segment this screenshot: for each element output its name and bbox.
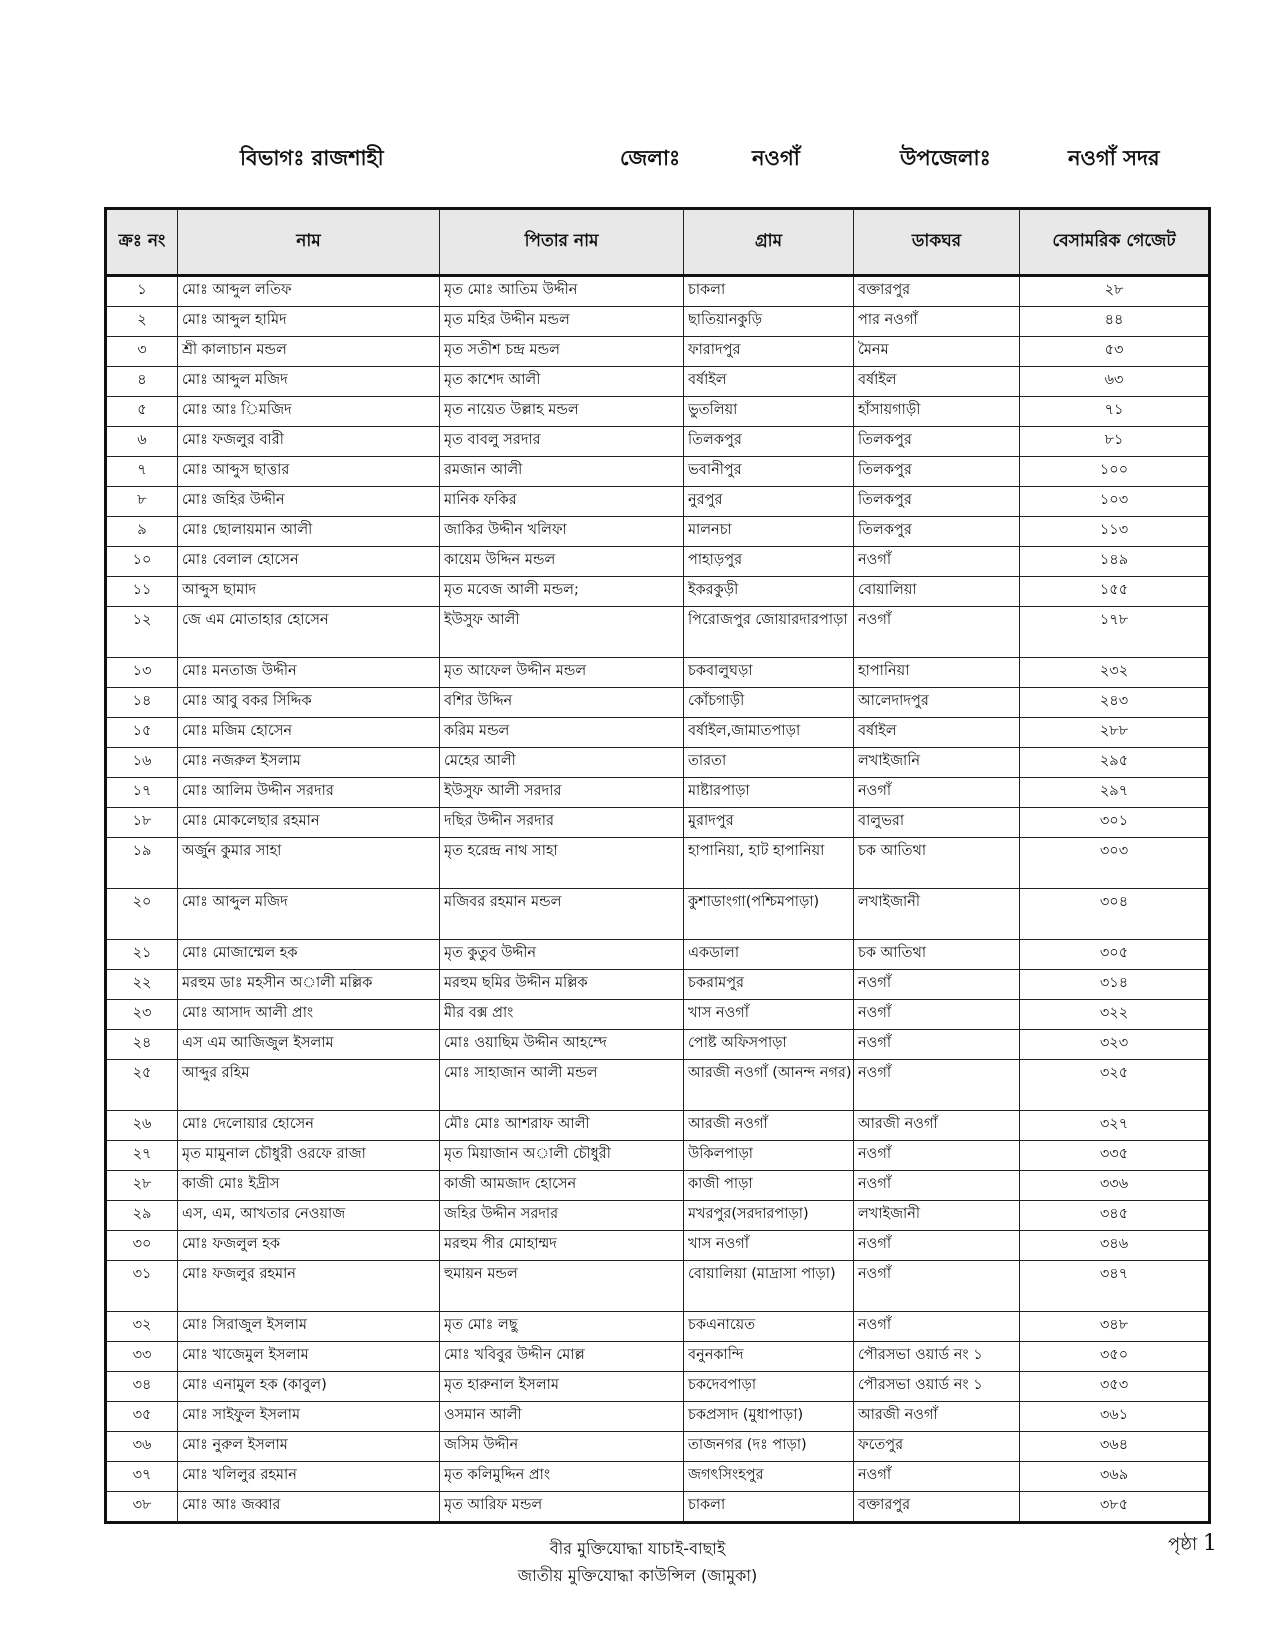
cell-post-office: নওগাঁ	[854, 1060, 1020, 1111]
cell-serial: ২৬	[106, 1111, 178, 1141]
cell-serial: ৩১	[106, 1261, 178, 1312]
cell-post-office: আরজী নওগাঁ	[854, 1402, 1020, 1432]
cell-father-name: মৃত মবেজ আলী মন্ডল;	[440, 577, 684, 607]
cell-gazette: ২৮	[1020, 276, 1210, 307]
cell-post-office: পৌরসভা ওয়ার্ড নং ১	[854, 1342, 1020, 1372]
cell-father-name: মৃত মোঃ লছু	[440, 1312, 684, 1342]
cell-serial: ১৬	[106, 748, 178, 778]
cell-name: মোঃ আব্দুল লতিফ	[178, 276, 440, 307]
cell-gazette: ১৭৮	[1020, 607, 1210, 658]
cell-post-office: বোয়ালিয়া	[854, 577, 1020, 607]
col-header-father-name: পিতার নাম	[440, 209, 684, 276]
cell-serial: ৯	[106, 517, 178, 547]
table-row	[106, 970, 1210, 1000]
table-row	[106, 838, 1210, 889]
cell-serial: ৩৩	[106, 1342, 178, 1372]
cell-father-name: মানিক ফকির	[440, 487, 684, 517]
cell-father-name: মৃত হরেন্দ্র নাথ সাহা	[440, 838, 684, 889]
cell-serial: ২১	[106, 940, 178, 970]
cell-post-office: বর্ষাইল	[854, 367, 1020, 397]
freedom-fighter-table	[104, 207, 1211, 1524]
cell-village: ভুতলিয়া	[684, 397, 854, 427]
table-row	[106, 889, 1210, 940]
col-header-serial: ক্রঃ নং	[106, 209, 178, 276]
cell-village: একডালা	[684, 940, 854, 970]
table-row	[106, 547, 1210, 577]
cell-post-office: নওগাঁ	[854, 607, 1020, 658]
cell-gazette: ৩২৭	[1020, 1111, 1210, 1141]
cell-father-name: মৃত হারুনাল ইসলাম	[440, 1372, 684, 1402]
cell-village: চকবালুঘড়া	[684, 658, 854, 688]
cell-name: মোঃ মনতাজ উদ্দীন	[178, 658, 440, 688]
cell-village: ছাতিয়ানকুড়ি	[684, 307, 854, 337]
table-row	[106, 1432, 1210, 1462]
cell-father-name: ইউসুফ আলী	[440, 607, 684, 658]
cell-post-office: পৌরসভা ওয়ার্ড নং ১	[854, 1372, 1020, 1402]
cell-father-name: কায়েম উদ্দিন মন্ডল	[440, 547, 684, 577]
cell-serial: ৩	[106, 337, 178, 367]
cell-gazette: ১৫৫	[1020, 577, 1210, 607]
cell-gazette: ৩৪৫	[1020, 1201, 1210, 1231]
cell-father-name: মৃত মহির উদ্দীন মন্ডল	[440, 307, 684, 337]
cell-serial: ২৭	[106, 1141, 178, 1171]
cell-village: মুরাদপুর	[684, 808, 854, 838]
cell-father-name: জসিম উদ্দীন	[440, 1432, 684, 1462]
table-row	[106, 457, 1210, 487]
cell-gazette: ৩০১	[1020, 808, 1210, 838]
cell-village: কোঁচগাড়ী	[684, 688, 854, 718]
cell-gazette: ৩০৪	[1020, 889, 1210, 940]
table-row	[106, 940, 1210, 970]
cell-gazette: ৭১	[1020, 397, 1210, 427]
cell-gazette: ১০৩	[1020, 487, 1210, 517]
cell-father-name: মৃত নায়েত উল্লাহ মন্ডল	[440, 397, 684, 427]
cell-village: বর্ষাইল	[684, 367, 854, 397]
cell-gazette: ১০০	[1020, 457, 1210, 487]
cell-serial: ৩৪	[106, 1372, 178, 1402]
table-row	[106, 1312, 1210, 1342]
cell-father-name: ওসমান আলী	[440, 1402, 684, 1432]
cell-father-name: মৌঃ মোঃ আশরাফ আলী	[440, 1111, 684, 1141]
cell-post-office: তিলকপুর	[854, 517, 1020, 547]
cell-post-office: লখাইজানী	[854, 889, 1020, 940]
cell-village: চকরামপুর	[684, 970, 854, 1000]
cell-name: মোঃ এনামুল হক (কাবুল)	[178, 1372, 440, 1402]
cell-serial: ৩৭	[106, 1462, 178, 1492]
cell-post-office: হাঁসায়গাড়ী	[854, 397, 1020, 427]
table-row	[106, 367, 1210, 397]
table-row	[106, 1492, 1210, 1523]
cell-village: মখরপুর(সরদারপাড়া)	[684, 1201, 854, 1231]
table-row	[106, 577, 1210, 607]
cell-village: ফারাদপুর	[684, 337, 854, 367]
cell-village: তিলকপুর	[684, 427, 854, 457]
cell-father-name: রমজান আলী	[440, 457, 684, 487]
cell-serial: ২	[106, 307, 178, 337]
cell-gazette: ২৩২	[1020, 658, 1210, 688]
table-row	[106, 808, 1210, 838]
cell-serial: ৩৮	[106, 1492, 178, 1523]
table-row	[106, 276, 1210, 307]
col-header-civil-gazette: বেসামরিক গেজেট	[1020, 209, 1210, 276]
upazila-value: নওগাঁ সদর	[1068, 146, 1160, 170]
cell-serial: ৩০	[106, 1231, 178, 1261]
table-row	[106, 337, 1210, 367]
cell-village: জগৎসিংহপুর	[684, 1462, 854, 1492]
table-row	[106, 307, 1210, 337]
cell-father-name: মেহের আলী	[440, 748, 684, 778]
cell-serial: ১৭	[106, 778, 178, 808]
cell-father-name: মরহুম পীর মোহাম্মদ	[440, 1231, 684, 1261]
cell-village: তাজনগর (দঃ পাড়া)	[684, 1432, 854, 1462]
cell-name: মোঃ আলিম উদ্দীন সরদার	[178, 778, 440, 808]
cell-name: মোঃ নজরুল ইসলাম	[178, 748, 440, 778]
cell-name: মোঃ সিরাজুল ইসলাম	[178, 1312, 440, 1342]
cell-father-name: মৃত কলিমুদ্দিন প্রাং	[440, 1462, 684, 1492]
cell-serial: ১০	[106, 547, 178, 577]
table-row	[106, 1201, 1210, 1231]
cell-post-office: নওগাঁ	[854, 1141, 1020, 1171]
cell-gazette: ৩৪৬	[1020, 1231, 1210, 1261]
cell-serial: ৪	[106, 367, 178, 397]
cell-village: কুশাডাংগা(পশ্চিমপাড়া)	[684, 889, 854, 940]
cell-gazette: ৩৩৬	[1020, 1171, 1210, 1201]
cell-serial: ৬	[106, 427, 178, 457]
table-row	[106, 1261, 1210, 1312]
table-row	[106, 778, 1210, 808]
cell-name: মোঃ সাইফুল ইসলাম	[178, 1402, 440, 1432]
table-row	[106, 427, 1210, 457]
cell-post-office: নওগাঁ	[854, 1030, 1020, 1060]
cell-name: মোঃ দেলোয়ার হোসেন	[178, 1111, 440, 1141]
cell-post-office: তিলকপুর	[854, 487, 1020, 517]
cell-father-name: মৃত মোঃ আতিম উদ্দীন	[440, 276, 684, 307]
cell-gazette: ৩৮৫	[1020, 1492, 1210, 1523]
cell-serial: ৮	[106, 487, 178, 517]
cell-name: মোঃ নুরুল ইসলাম	[178, 1432, 440, 1462]
cell-post-office: তিলকপুর	[854, 457, 1020, 487]
cell-serial: ২০	[106, 889, 178, 940]
cell-serial: ২৩	[106, 1000, 178, 1030]
cell-post-office: বক্তারপুর	[854, 276, 1020, 307]
cell-father-name: মৃত মিয়াজান অালী চৌধুরী	[440, 1141, 684, 1171]
cell-name: মোঃ ফজলুর বারী	[178, 427, 440, 457]
cell-serial: ১৫	[106, 718, 178, 748]
cell-village: আরজী নওগাঁ (আনন্দ নগর)	[684, 1060, 854, 1111]
cell-serial: ১৮	[106, 808, 178, 838]
district-label: জেলাঃ	[620, 146, 681, 170]
cell-name: মোঃ মজিম হোসেন	[178, 718, 440, 748]
page-label: পৃষ্ঠা	[1168, 1534, 1198, 1555]
cell-name: মোঃ ফজলুর রহমান	[178, 1261, 440, 1312]
cell-serial: ২২	[106, 970, 178, 1000]
cell-gazette: ৩১৪	[1020, 970, 1210, 1000]
cell-post-office: নওগাঁ	[854, 1312, 1020, 1342]
cell-village: উকিলপাড়া	[684, 1141, 854, 1171]
cell-village: কাজী পাড়া	[684, 1171, 854, 1201]
cell-name: মোঃ জহির উদ্দীন	[178, 487, 440, 517]
cell-father-name: জাকির উদ্দীন খলিফা	[440, 517, 684, 547]
cell-name: কাজী মোঃ ইদ্রীস	[178, 1171, 440, 1201]
cell-gazette: ৩০৩	[1020, 838, 1210, 889]
cell-serial: ২৫	[106, 1060, 178, 1111]
table-row	[106, 1171, 1210, 1201]
table-row	[106, 1111, 1210, 1141]
cell-post-office: হাপানিয়া	[854, 658, 1020, 688]
table-row	[106, 1231, 1210, 1261]
cell-name: মোঃ আঃ জব্বার	[178, 1492, 440, 1523]
cell-name: মোঃ খলিলুর রহমান	[178, 1462, 440, 1492]
cell-father-name: কাজী আমজাদ হোসেন	[440, 1171, 684, 1201]
table-row	[106, 748, 1210, 778]
cell-village: ইকরকুড়ী	[684, 577, 854, 607]
cell-father-name: মোঃ সাহাজান আলী মন্ডল	[440, 1060, 684, 1111]
cell-father-name: মৃত সতীশ চন্দ্র মন্ডল	[440, 337, 684, 367]
cell-gazette: ৩০৫	[1020, 940, 1210, 970]
cell-serial: ১	[106, 276, 178, 307]
cell-post-office: বর্ষাইল	[854, 718, 1020, 748]
cell-father-name: মজিবর রহমান মন্ডল	[440, 889, 684, 940]
cell-post-office: বালুভরা	[854, 808, 1020, 838]
table-row	[106, 1372, 1210, 1402]
cell-post-office: বক্তারপুর	[854, 1492, 1020, 1523]
cell-village: পোষ্ট অফিসপাড়া	[684, 1030, 854, 1060]
cell-serial: ৩৫	[106, 1402, 178, 1432]
col-header-village: গ্রাম	[684, 209, 854, 276]
upazila-label: উপজেলাঃ	[900, 146, 991, 170]
cell-name: মোঃ আসাদ আলী প্রাং	[178, 1000, 440, 1030]
cell-village: বোয়ালিয়া (মাদ্রাসা পাড়া)	[684, 1261, 854, 1312]
cell-gazette: ৮১	[1020, 427, 1210, 457]
table-row	[106, 718, 1210, 748]
cell-village: খাস নওগাঁ	[684, 1000, 854, 1030]
cell-village: চকপ্রসাদ (মুধাপাড়া)	[684, 1402, 854, 1432]
cell-gazette: ৩৪৭	[1020, 1261, 1210, 1312]
cell-name: মোঃ আব্দুস ছাত্তার	[178, 457, 440, 487]
cell-post-office: নওগাঁ	[854, 1231, 1020, 1261]
cell-post-office: লখাইজানি	[854, 748, 1020, 778]
cell-village: চকদেবপাড়া	[684, 1372, 854, 1402]
cell-father-name: মৃত আফেল উদ্দীন মন্ডল	[440, 658, 684, 688]
division-label: বিভাগঃ রাজশাহী	[240, 146, 384, 170]
cell-village: চাকলা	[684, 1492, 854, 1523]
cell-name: মোঃ আঃ িমজিদ	[178, 397, 440, 427]
cell-father-name: মোঃ খবিবুর উদ্দীন মোল্ল	[440, 1342, 684, 1372]
cell-post-office: নওগাঁ	[854, 970, 1020, 1000]
cell-name: মোঃ বেলাল হোসেন	[178, 547, 440, 577]
table-row	[106, 1141, 1210, 1171]
cell-serial: ১৩	[106, 658, 178, 688]
cell-post-office: লখাইজানী	[854, 1201, 1020, 1231]
cell-gazette: ২৪৩	[1020, 688, 1210, 718]
cell-post-office: মৈনম	[854, 337, 1020, 367]
table-row	[106, 1060, 1210, 1111]
cell-village: বনুনকান্দি	[684, 1342, 854, 1372]
cell-gazette: ৩৪৮	[1020, 1312, 1210, 1342]
district-value: নওগাঁ	[752, 146, 800, 170]
cell-father-name: মৃত বাবলু সরদার	[440, 427, 684, 457]
cell-father-name: মৃত কাশেদ আলী	[440, 367, 684, 397]
cell-father-name: ইউসুফ আলী সরদার	[440, 778, 684, 808]
col-header-post-office: ডাকঘর	[854, 209, 1020, 276]
cell-gazette: ২৮৮	[1020, 718, 1210, 748]
cell-name: এস, এম, আখতার নেওয়াজ	[178, 1201, 440, 1231]
cell-name: আব্দুর রহিম	[178, 1060, 440, 1111]
cell-name: মৃত মামুনাল চৌধুরী ওরফে রাজা	[178, 1141, 440, 1171]
cell-name: এস এম আজিজুল ইসলাম	[178, 1030, 440, 1060]
table-row	[106, 1342, 1210, 1372]
cell-gazette: ৩২৩	[1020, 1030, 1210, 1060]
cell-village: বর্ষাইল,জামাতপাড়া	[684, 718, 854, 748]
cell-father-name: মৃত আরিফ মন্ডল	[440, 1492, 684, 1523]
cell-gazette: ৩৬১	[1020, 1402, 1210, 1432]
page-number	[1168, 1530, 1217, 1561]
cell-serial: ৭	[106, 457, 178, 487]
cell-gazette: ৩৫০	[1020, 1342, 1210, 1372]
cell-gazette: ৬৩	[1020, 367, 1210, 397]
cell-village: পাহাড়পুর	[684, 547, 854, 577]
cell-village: তারতা	[684, 748, 854, 778]
cell-name: মোঃ ছোলায়মান আলী	[178, 517, 440, 547]
page-number-value: 1	[1202, 1531, 1217, 1556]
cell-post-office: নওগাঁ	[854, 1000, 1020, 1030]
cell-father-name: করিম মন্ডল	[440, 718, 684, 748]
table-row	[106, 607, 1210, 658]
cell-father-name: মীর বক্স প্রাং	[440, 1000, 684, 1030]
cell-father-name: মৃত কুতুব উদ্দীন	[440, 940, 684, 970]
cell-serial: ১৯	[106, 838, 178, 889]
cell-village: ভবানীপুর	[684, 457, 854, 487]
cell-village: মালনচা	[684, 517, 854, 547]
cell-father-name: দছির উদ্দীন সরদার	[440, 808, 684, 838]
cell-gazette: ৩৬৯	[1020, 1462, 1210, 1492]
cell-village: আরজী নওগাঁ	[684, 1111, 854, 1141]
cell-serial: ২৪	[106, 1030, 178, 1060]
cell-post-office: নওগাঁ	[854, 1462, 1020, 1492]
cell-name: আব্দুস ছামাদ	[178, 577, 440, 607]
cell-serial: ১৪	[106, 688, 178, 718]
cell-name: জে এম মোতাহার হোসেন	[178, 607, 440, 658]
table-row	[106, 658, 1210, 688]
cell-village: নুরপুর	[684, 487, 854, 517]
cell-post-office: চক আতিথা	[854, 940, 1020, 970]
cell-name: মরহুম ডাঃ মহসীন অালী মল্লিক	[178, 970, 440, 1000]
table-row	[106, 517, 1210, 547]
cell-village: চাকলা	[684, 276, 854, 307]
cell-name: মোঃ মোকলেছার রহমান	[178, 808, 440, 838]
cell-serial: ২৯	[106, 1201, 178, 1231]
footer-line-2: জাতীয় মুক্তিযোদ্ধা কাউন্সিল (জামুকা)	[517, 1566, 758, 1585]
table-row	[106, 1462, 1210, 1492]
cell-serial: ৩২	[106, 1312, 178, 1342]
cell-gazette: ৩২৫	[1020, 1060, 1210, 1111]
cell-serial: ১১	[106, 577, 178, 607]
table-row	[106, 1000, 1210, 1030]
cell-post-office: ফতেপুর	[854, 1432, 1020, 1462]
cell-father-name: মরহুম ছমির উদ্দীন মল্লিক	[440, 970, 684, 1000]
cell-name: মোঃ আব্দুল হামিদ	[178, 307, 440, 337]
cell-post-office: নওগাঁ	[854, 547, 1020, 577]
cell-name: মোঃ আব্দুল মজিদ	[178, 889, 440, 940]
cell-father-name: হুমায়ন মন্ডল	[440, 1261, 684, 1312]
cell-gazette: ৩৬৪	[1020, 1432, 1210, 1462]
cell-name: মোঃ মোজাম্মেল হক	[178, 940, 440, 970]
cell-gazette: ২৯৭	[1020, 778, 1210, 808]
cell-village: মাষ্টারপাড়া	[684, 778, 854, 808]
cell-gazette: ৩২২	[1020, 1000, 1210, 1030]
table-header-row	[106, 209, 1210, 276]
cell-post-office: আরজী নওগাঁ	[854, 1111, 1020, 1141]
cell-serial: ১২	[106, 607, 178, 658]
cell-gazette: ২৯৫	[1020, 748, 1210, 778]
cell-gazette: ৪৪	[1020, 307, 1210, 337]
cell-post-office: পার নওগাঁ	[854, 307, 1020, 337]
table-row	[106, 397, 1210, 427]
cell-name: শ্রী কালাচান মন্ডল	[178, 337, 440, 367]
cell-serial: ৫	[106, 397, 178, 427]
cell-name: মোঃ আবু বকর সিদ্দিক	[178, 688, 440, 718]
col-header-name: নাম	[178, 209, 440, 276]
footer-line-1: বীর মুক্তিযোদ্ধা যাচাই-বাছাই	[549, 1539, 726, 1558]
cell-post-office: তিলকপুর	[854, 427, 1020, 457]
cell-village: হাপানিয়া, হাট হাপানিয়া	[684, 838, 854, 889]
cell-village: খাস নওগাঁ	[684, 1231, 854, 1261]
cell-name: মোঃ খাজেমুল ইসলাম	[178, 1342, 440, 1372]
cell-serial: ৩৬	[106, 1432, 178, 1462]
cell-post-office: নওগাঁ	[854, 1261, 1020, 1312]
table-row	[106, 688, 1210, 718]
cell-village: পিরোজপুর জোয়ারদারপাড়া	[684, 607, 854, 658]
cell-post-office: চক আতিথা	[854, 838, 1020, 889]
cell-father-name: মোঃ ওয়াছিম উদ্দীন আহম্দে	[440, 1030, 684, 1060]
cell-gazette: ১৪৯	[1020, 547, 1210, 577]
cell-post-office: আলেদাদপুর	[854, 688, 1020, 718]
cell-post-office: নওগাঁ	[854, 1171, 1020, 1201]
cell-gazette: ৫৩	[1020, 337, 1210, 367]
cell-father-name: জহির উদ্দীন সরদার	[440, 1201, 684, 1231]
cell-name: মোঃ ফজলুল হক	[178, 1231, 440, 1261]
table-row	[106, 487, 1210, 517]
table-row	[106, 1402, 1210, 1432]
cell-gazette: ১১৩	[1020, 517, 1210, 547]
cell-name: অর্জুন কুমার সাহা	[178, 838, 440, 889]
cell-gazette: ৩৩৫	[1020, 1141, 1210, 1171]
cell-name: মোঃ আব্দুল মজিদ	[178, 367, 440, 397]
cell-gazette: ৩৫৩	[1020, 1372, 1210, 1402]
cell-post-office: নওগাঁ	[854, 778, 1020, 808]
table-row	[106, 1030, 1210, 1060]
cell-village: চকএনায়েত	[684, 1312, 854, 1342]
cell-serial: ২৮	[106, 1171, 178, 1201]
cell-father-name: বশির উদ্দিন	[440, 688, 684, 718]
